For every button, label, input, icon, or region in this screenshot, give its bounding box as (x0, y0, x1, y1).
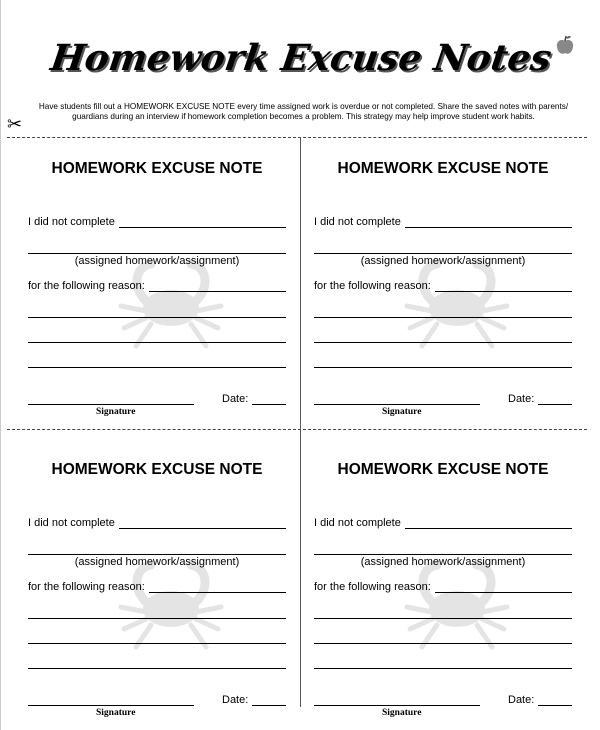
reason-line[interactable] (28, 306, 286, 318)
assignment-field-line2[interactable] (314, 242, 572, 254)
assignment-field[interactable] (405, 517, 572, 529)
note-heading: HOMEWORK EXCUSE NOTE (51, 160, 263, 177)
reason-label: for the following reason: (28, 581, 145, 593)
note-heading: HOMEWORK EXCUSE NOTE (337, 461, 549, 478)
cut-line-vertical (300, 137, 301, 707)
assigned-caption: (assigned homework/assignment) (360, 255, 526, 267)
assigned-caption: (assigned homework/assignment) (74, 556, 240, 568)
reason-line[interactable] (314, 607, 572, 619)
reason-line[interactable] (314, 632, 572, 644)
assignment-field-line2[interactable] (28, 543, 286, 555)
cut-line-middle (7, 429, 587, 430)
date-field[interactable] (538, 694, 572, 706)
assigned-caption: (assigned homework/assignment) (360, 556, 526, 568)
did-not-complete-label: I did not complete (314, 517, 401, 529)
reason-label: for the following reason: (28, 280, 145, 292)
assignment-field[interactable] (119, 517, 286, 529)
date-label: Date: (508, 694, 535, 706)
reason-field[interactable] (435, 280, 572, 292)
reason-line[interactable] (28, 356, 286, 368)
signature-field[interactable] (28, 694, 194, 706)
signature-label: Signature (382, 708, 422, 718)
date-label: Date: (508, 393, 535, 405)
did-not-complete-label: I did not complete (28, 216, 115, 228)
date-label: Date: (222, 393, 249, 405)
date-field[interactable] (538, 393, 572, 405)
reason-label: for the following reason: (314, 280, 431, 292)
reason-field[interactable] (149, 581, 286, 593)
reason-line[interactable] (28, 607, 286, 619)
note-heading: HOMEWORK EXCUSE NOTE (51, 461, 263, 478)
signature-field[interactable] (28, 393, 194, 405)
intro-text: Have students fill out a HOMEWORK EXCUSE NOTE every time assigned work is overdue or not completed. Share the saved notes with parents/ guardians during an interview if homework completion becomes a problem. This strategy may help improve student work habits. (38, 102, 569, 121)
apple-icon (554, 34, 576, 56)
did-not-complete-label: I did not complete (28, 517, 115, 529)
reason-line[interactable] (314, 356, 572, 368)
scissors-icon: ✂ (7, 114, 23, 134)
did-not-complete-label: I did not complete (314, 216, 401, 228)
assigned-caption: (assigned homework/assignment) (74, 255, 240, 267)
reason-line[interactable] (314, 331, 572, 343)
reason-line[interactable] (28, 331, 286, 343)
signature-field[interactable] (314, 694, 480, 706)
date-field[interactable] (252, 694, 286, 706)
reason-line[interactable] (314, 657, 572, 669)
page-title: Homework Excuse Notes (48, 37, 554, 79)
note-heading: HOMEWORK EXCUSE NOTE (337, 160, 549, 177)
assignment-field[interactable] (405, 216, 572, 228)
date-label: Date: (222, 694, 249, 706)
reason-line[interactable] (28, 657, 286, 669)
reason-line[interactable] (28, 632, 286, 644)
reason-label: for the following reason: (314, 581, 431, 593)
signature-label: Signature (96, 708, 136, 718)
assignment-field-line2[interactable] (28, 242, 286, 254)
assignment-field[interactable] (119, 216, 286, 228)
cut-line-top (7, 137, 587, 138)
reason-field[interactable] (435, 581, 572, 593)
reason-line[interactable] (314, 306, 572, 318)
assignment-field-line2[interactable] (314, 543, 572, 555)
signature-field[interactable] (314, 393, 480, 405)
signature-label: Signature (382, 407, 422, 417)
date-field[interactable] (252, 393, 286, 405)
reason-field[interactable] (149, 280, 286, 292)
signature-label: Signature (96, 407, 136, 417)
